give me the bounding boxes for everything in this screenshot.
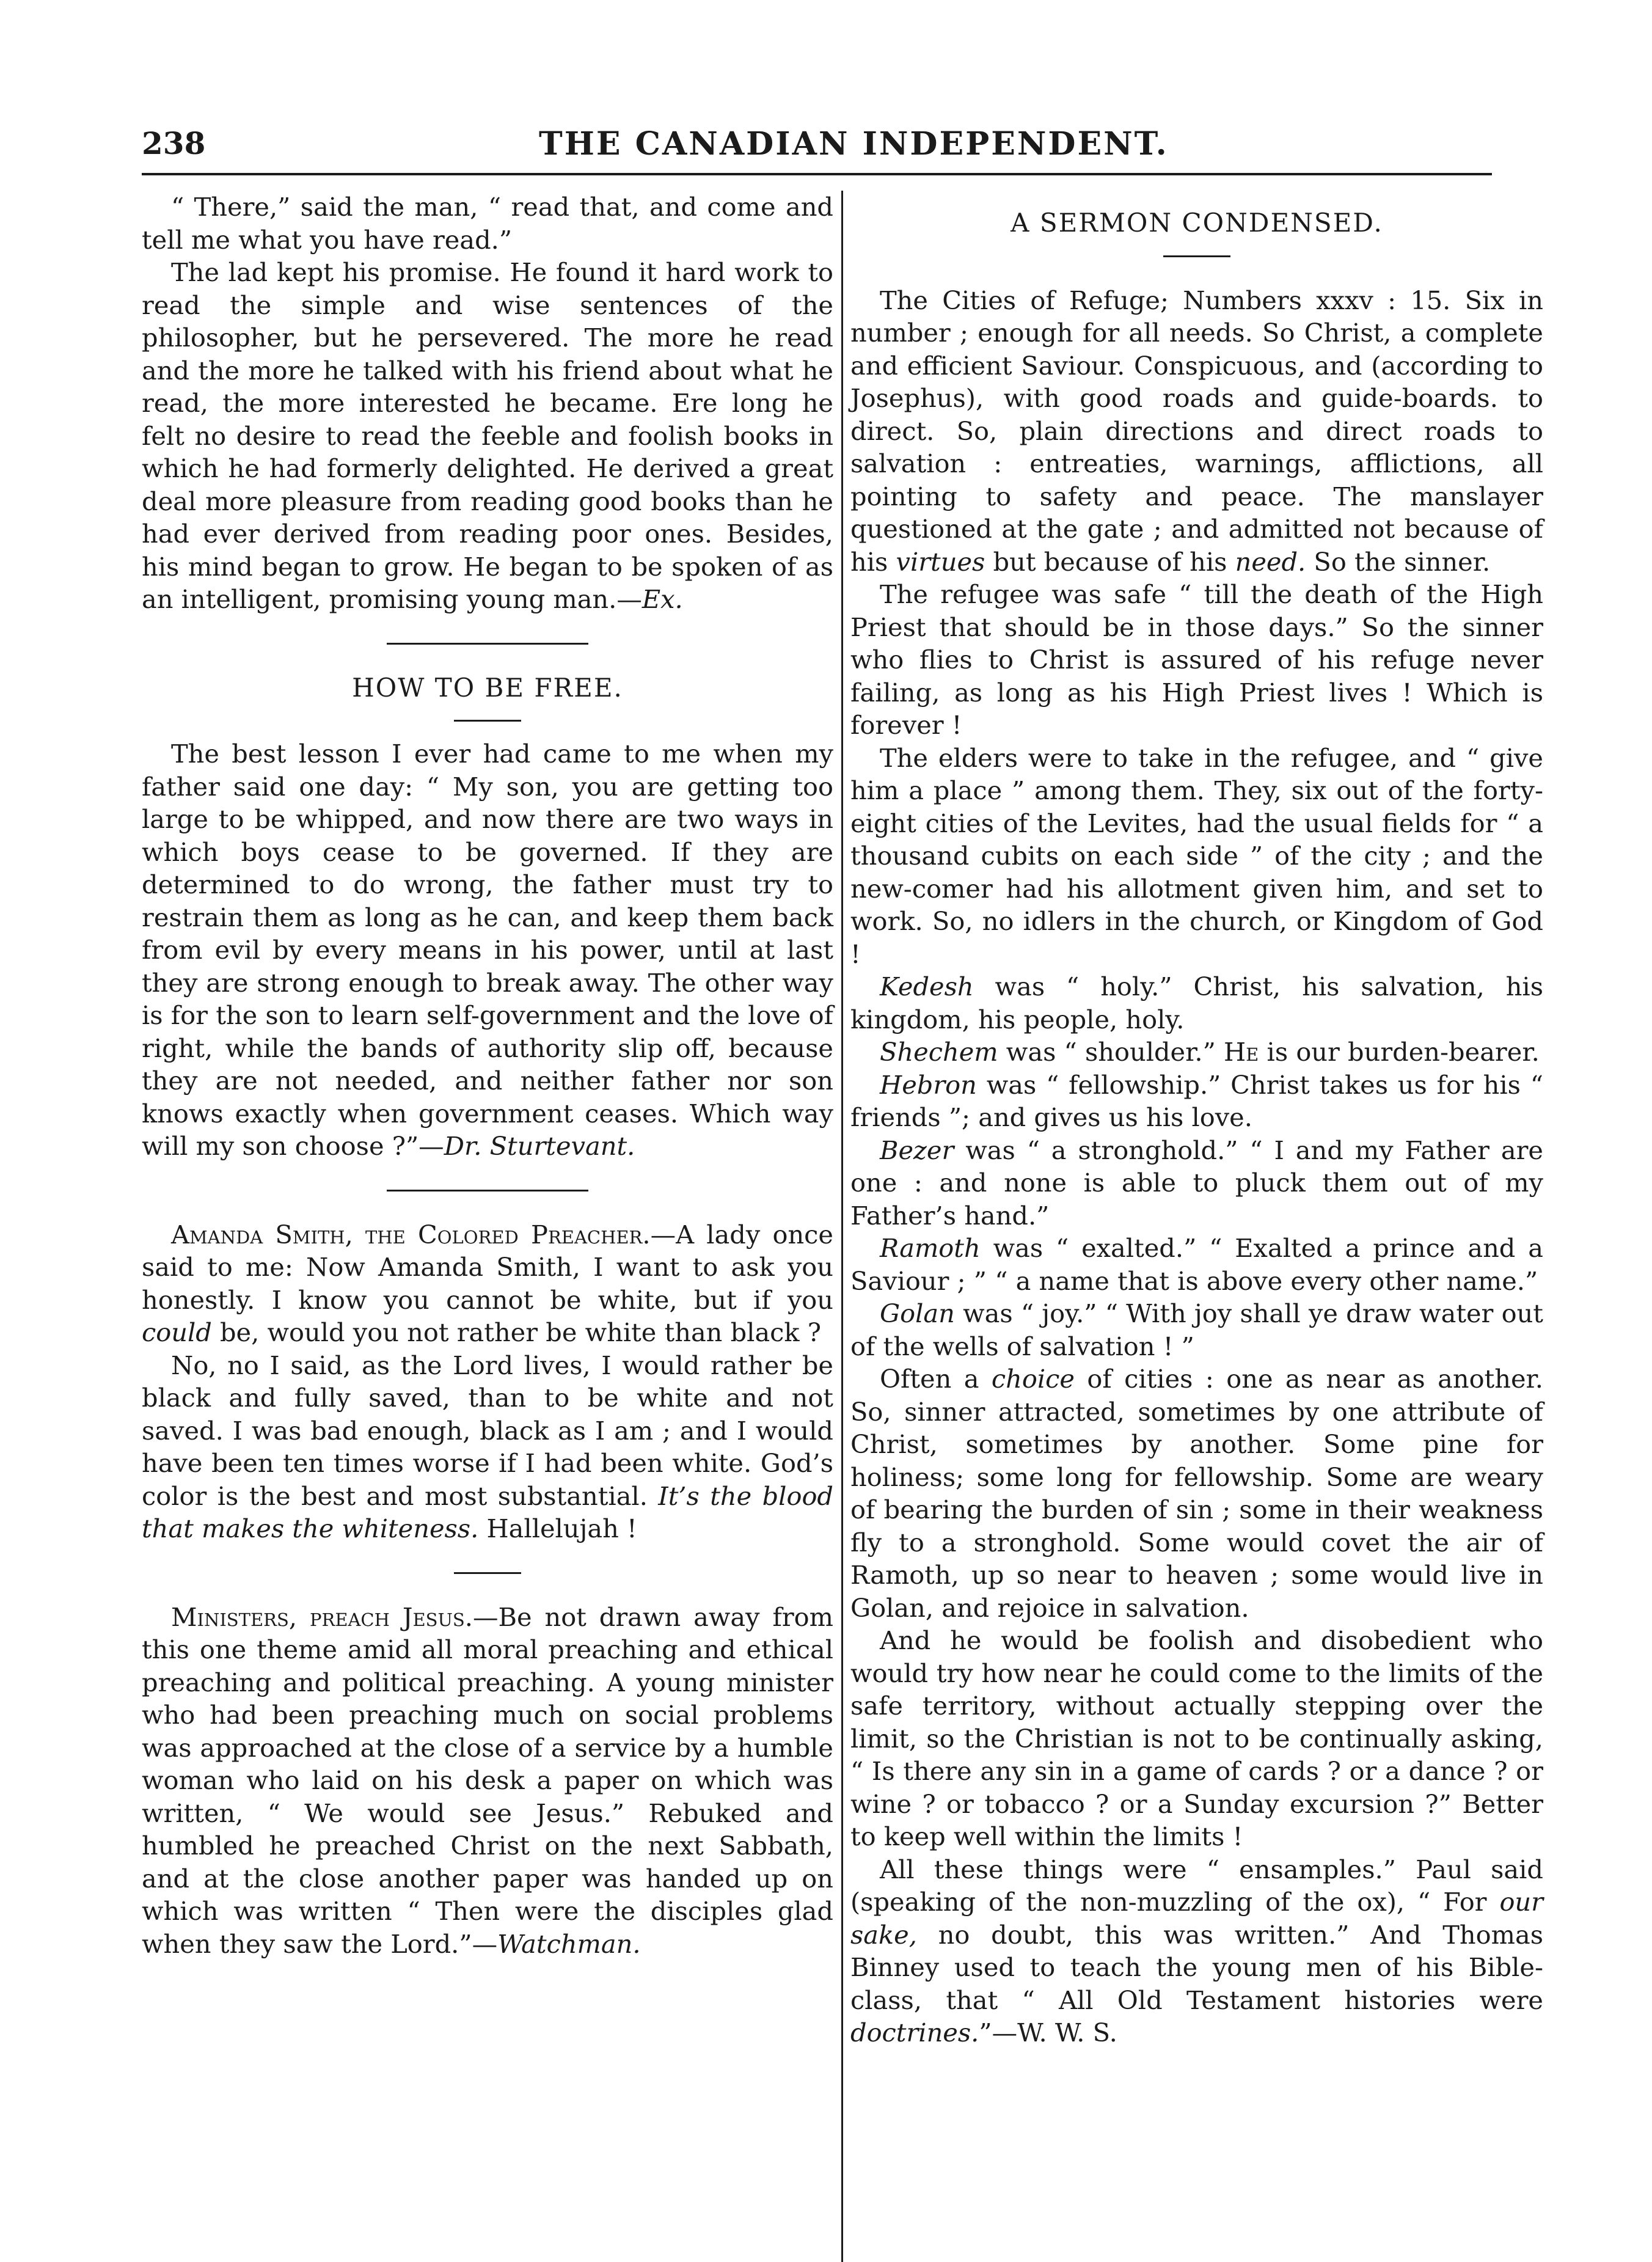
column-divider [841, 191, 843, 2262]
source-attribution: ”—W. W. S. [979, 2018, 1117, 2048]
article-paragraph: Ministers, preach Jesus.—Be not drawn away from this one theme amid all moral preaching and ethical preaching and political preaching. A young minister who had been preaching much on social problems was approached at the close of a service by a humble woman who laid on his desk a paper on which was written, “ We would see Jesus.” Rebuked and humbled he preached Christ on the next Sabbath, and at the close another paper was handed up on which was written “ Then were the disciples glad when they saw the Lord.”—Watchman. [142, 1601, 833, 1959]
story-paragraph: The lad kept his promise. He found it hard work to read the simple and wise sentences of the philosopher, but he persevered. The more he read and the more he talked with his friend about what he read, the more interested he became. Ere long he felt no desire to read the feeble and foolish books in which he had formerly delighted. He derived a great deal more pleasure from reading good books than he had ever derived from reading poor ones. Besides, his mind began to grow. He began to be spoken of as an intelligent, promising young man.—Ex. [142, 257, 833, 614]
source-attribution: Ex. [641, 584, 683, 614]
left-column [142, 191, 833, 1960]
article-paragraph: No, no I said, as the Lord lives, I would rather be black and fully saved, than to be white and not saved. I was bad enough, black as I am ; and I would have been ten times worse if I had been white. God’s color is the best and most substantial. It’s the blood that makes the whiteness. Hallelujah ! [142, 1350, 833, 1543]
sermon-paragraph: The refugee was safe “ till the death of the High Priest that should be in those days.” So the sinner who flies to Christ is assured of his refuge never failing, as long as his High Priest lives ! Which is forever ! [850, 579, 1543, 740]
item-heading-amanda-smith: Amanda Smith, the Colored Preacher. [171, 1219, 651, 1250]
article-paragraph: Amanda Smith, the Colored Preacher.—A lady once said to me: Now Amanda Smith, I want to ask you honestly. I know you cannot be white, but if you could be, would you not rather be white than black ? [142, 1219, 833, 1347]
sermon-paragraph: And he would be foolish and disobedient who would try how near he could come to the limits of the safe territory, without actually stepping over the limit, so the Christian is not to be continually asking, “ Is there any sin in a game of cards ? or a dance ? or wine ? or tobacco ? or a Sunday excursion ?” Better to keep well within the limits ! [850, 1625, 1543, 1851]
header-rule [142, 173, 1492, 175]
source-attribution: Dr. Sturtevant. [444, 1131, 635, 1161]
source-attribution: Watchman. [497, 1928, 641, 1959]
page-number: 238 [142, 125, 206, 161]
sermon-paragraph: The Cities of Refuge; Numbers xxxv : 15. Six in number ; enough for all needs. So Christ, a complete and efficient Saviour. Conspicuous, and (according to Josephus), with good roads and guide-boards. to direct. So, plain directions and direct roads to salvation : entreaties, warnings, afflictions, all pointing to safety and peace. The manslayer questioned at the gate ; and admitted not because of his virtues but because of his need. So the sinner. [850, 285, 1543, 577]
journal-title: THE CANADIAN INDEPENDENT. [539, 125, 1169, 163]
city-hebron: Hebron was “ fellowship.” Christ takes us for his “ friends ”; and gives us his love. [850, 1069, 1543, 1132]
city-golan: Golan was “ joy.” “ With joy shall ye draw water out of the wells of salvation ! ” [850, 1298, 1543, 1361]
article-paragraph: The best lesson I ever had came to me when my father said one day: “ My son, you are getting too large to be whipped, and now there are two ways in which boys cease to be governed. If they are determined to do wrong, the father must try to restrain them as long as he can, and keep them back from evil by every means in his power, until at last they are strong enough to break away. The other way is for the son to learn self-government and the love of right, while the bands of authority slip off, because they are not needed, and neither father nor son knows exactly when government ceases. Which way will my son choose ?”—Dr. Sturtevant. [142, 739, 833, 1161]
sermon-paragraph: The elders were to take in the refugee, and “ give him a place ” among them. They, six out of the forty-eight cities of the Levites, had the usual fields for “ a thousand cubits on each side ” of the city ; and the new-comer had his allotment given him, and set to work. So, no idlers in the church, or Kingdom of God ! [850, 742, 1543, 969]
page-header [142, 125, 1492, 180]
article-title-how-to-be-free: HOW TO BE FREE. [352, 672, 623, 703]
city-ramoth: Ramoth was “ exalted.” “ Exalted a prince and a Saviour ; ” “ a name that is above every other name.” [850, 1233, 1543, 1296]
city-bezer: Bezer was “ a stronghold.” “ I and my Father are one : and none is able to pluck them out of my Father’s hand.” [850, 1135, 1543, 1231]
city-shechem: Shechem was “ shoulder.” He is our burden-bearer. [880, 1037, 1540, 1067]
sermon-paragraph: All these things were “ ensamples.” Paul said (speaking of the non-muzzling of the ox), “ For our sake, no doubt, this was written.” And Thomas Binney used to teach the young men of his Bible-class, that “ All Old Testament histories were doctrines.”—W. W. S. [850, 1854, 1543, 2048]
story-paragraph: “ There,” said the man, “ read that, and come and tell me what you have read.” [142, 192, 833, 255]
sermon-paragraph: Often a choice of cities : one as near as another. So, sinner attracted, sometimes by one attribute of Christ, sometimes by another. Some pine for holiness; some long for fellowship. Some are weary of bearing the burden of sin ; some in their weakness fly to a stronghold. Some would covet the air of Ramoth, up so near to heaven ; some would live in Golan, and rejoice in salvation. [850, 1364, 1543, 1623]
city-kedesh: Kedesh was “ holy.” Christ, his salvation, his kingdom, his people, holy. [850, 972, 1543, 1034]
article-title-sermon-condensed: A SERMON CONDENSED. [1011, 208, 1383, 238]
item-heading-ministers: Ministers, preach Jesus. [171, 1601, 473, 1632]
right-column [850, 191, 1543, 2049]
